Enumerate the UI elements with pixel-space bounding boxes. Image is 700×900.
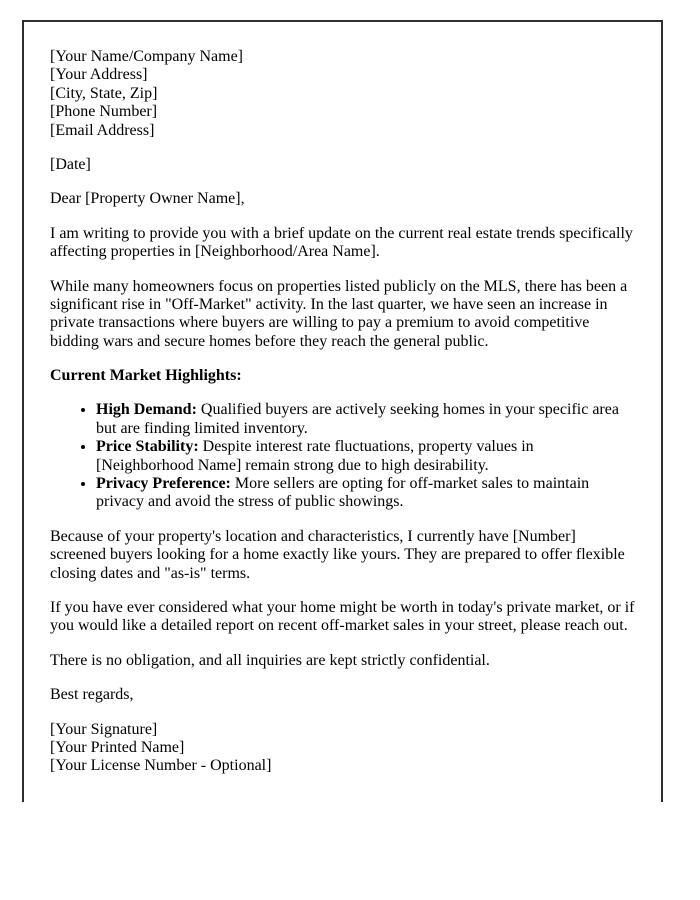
- sender-city-line: [City, State, Zip]: [50, 84, 158, 102]
- sender-address-line: [Your Address]: [50, 66, 148, 84]
- intro-paragraph: I am writing to provide you with a brief update on the current real estate trends specifically affecting properties in [Neighborhood/Area Name].: [50, 224, 633, 261]
- salutation: Dear [Property Owner Name],: [50, 190, 245, 208]
- highlight-item-price-stability: [96, 438, 635, 475]
- highlight-text: More sellers are opting for off-market sales to maintain privacy and avoid the stress of public showings.: [96, 475, 590, 511]
- highlight-item-high-demand: [96, 401, 635, 438]
- market-trends-paragraph: While many homeowners focus on properties listed publicly on the MLS, there has been a significant rise in "Off-Market" activity. In the last quarter, we have seen an increase in private transactions where buyers are willing to pay a premium to avoid competitive bidding wars and secure homes before they reach the general public.: [50, 277, 628, 350]
- highlight-label: Privacy Preference:: [96, 475, 231, 493]
- sender-email-line: [Email Address]: [50, 121, 155, 139]
- sender-block: [50, 48, 635, 140]
- highlight-label: Price Stability:: [96, 438, 199, 456]
- buyers-paragraph: Because of your property's location and characteristics, I currently have [Number] screened buyers looking for a home exactly like yours. They are prepared to offer flexible closing dates and "as-is" terms.: [50, 527, 625, 582]
- license-number-line: [Your License Number - Optional]: [50, 757, 272, 775]
- highlight-label: High Demand:: [96, 401, 197, 419]
- date-line: [Date]: [50, 155, 91, 173]
- sender-phone-line: [Phone Number]: [50, 103, 158, 121]
- letter-template: [22, 20, 663, 802]
- printed-name-line: [Your Printed Name]: [50, 738, 185, 756]
- confidential-paragraph: There is no obligation, and all inquiries are kept strictly confidential.: [50, 651, 490, 669]
- cta-paragraph: If you have ever considered what your home might be worth in today's private market, or if you would like a detailed report on recent off-market sales in your street, please reach out.: [50, 598, 635, 635]
- sender-name-line: [Your Name/Company Name]: [50, 48, 244, 65]
- highlight-text: Despite interest rate fluctuations, property values in [Neighborhood Name] remain strong due to high desirability.: [96, 438, 534, 474]
- signature-block: [50, 721, 635, 776]
- signature-line: [Your Signature]: [50, 720, 158, 738]
- highlights-list: [50, 401, 635, 511]
- closing-line: Best regards,: [50, 686, 134, 704]
- highlight-item-privacy-preference: [96, 475, 635, 512]
- highlights-heading: Current Market Highlights:: [50, 367, 242, 385]
- highlight-text: Qualified buyers are actively seeking homes in your specific area but are finding limited inventory.: [96, 401, 619, 437]
